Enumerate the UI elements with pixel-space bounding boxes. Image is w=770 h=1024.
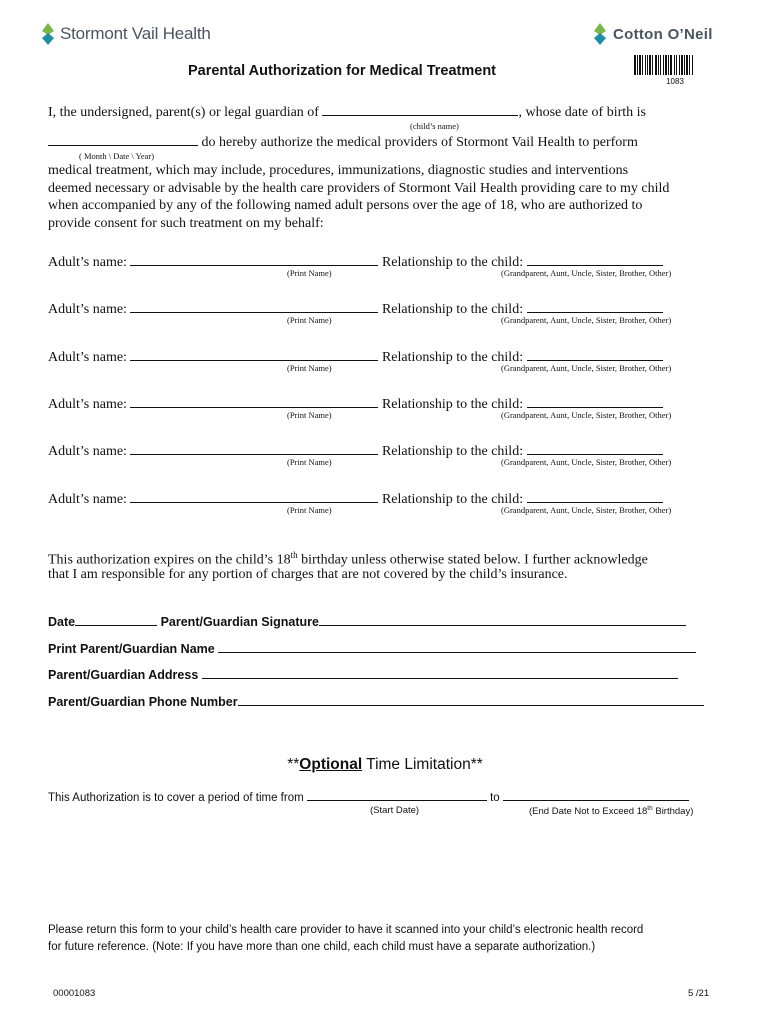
print-name-caption: (Print Name) xyxy=(287,268,332,278)
barcode-bar xyxy=(634,55,636,75)
barcode-bar xyxy=(652,55,653,75)
stormont-vail-logo-text: Stormont Vail Health xyxy=(60,24,211,43)
to-text: to xyxy=(486,792,503,804)
end-date-field[interactable] xyxy=(503,789,689,801)
end-caption-start: (End Date Not to Exceed 18 xyxy=(529,806,648,818)
intro-line-4: deemed necessary or advisable by the health care providers of Stormont Vail Health providing care to my child xyxy=(48,181,670,196)
stormont-vail-logo xyxy=(40,22,211,46)
stormont-vail-mark-icon xyxy=(40,22,56,46)
barcode-bar xyxy=(668,55,669,75)
barcode-graphic xyxy=(632,55,718,77)
intro-line-3: medical treatment, which may include, procedures, immunizations, diagnostic studies and interventions xyxy=(48,163,629,178)
print-name-caption: (Print Name) xyxy=(287,363,332,373)
child-name-caption: (child’s name) xyxy=(410,121,459,131)
cotton-oneil-logo-text: Cotton O’Neil xyxy=(613,25,713,43)
relationship-label: Relationship to the child: xyxy=(381,302,524,317)
print-name-caption: (Print Name) xyxy=(287,315,332,325)
end-caption-sup: th xyxy=(647,805,653,812)
date-label: Date xyxy=(48,615,76,629)
intro-line-2-end: do hereby authorize the medical providers of Stormont Vail Health to perform xyxy=(198,135,638,150)
relationship-label: Relationship to the child: xyxy=(381,397,524,412)
expiration-line-1-end: birthday unless otherwise stated below. I further acknowledge xyxy=(297,552,648,568)
relationship-field[interactable] xyxy=(527,441,663,455)
footer-line-1: Please return this form to your child’s health care provider to have it scanned into your child’s electronic health record xyxy=(48,924,644,936)
relationship-label: Relationship to the child: xyxy=(381,444,524,459)
relationship-caption: (Grandparent, Aunt, Uncle, Sister, Brother, Other) xyxy=(501,268,672,278)
adult-name-label: Adult’s name: xyxy=(48,350,127,365)
adult-name-label: Adult’s name: xyxy=(48,397,127,412)
address-row xyxy=(48,666,678,682)
barcode-bar xyxy=(639,55,641,75)
end-caption-end: Birthday) xyxy=(652,806,694,818)
barcode-bar xyxy=(674,55,675,75)
barcode-bar xyxy=(686,55,688,75)
phone-label: Parent/Guardian Phone Number xyxy=(48,695,238,709)
relationship-label: Relationship to the child: xyxy=(381,350,524,365)
optional-rest: Time Limitation** xyxy=(362,756,483,773)
start-date-field[interactable] xyxy=(307,789,487,801)
adult-name-field[interactable] xyxy=(130,441,378,455)
barcode-bar xyxy=(642,55,643,75)
print-name-label: Print Parent/Guardian Name xyxy=(48,642,215,656)
adult-name-label: Adult’s name: xyxy=(48,255,127,270)
adult-name-field[interactable] xyxy=(130,252,378,266)
relationship-caption: (Grandparent, Aunt, Uncle, Sister, Brother, Other) xyxy=(501,457,672,467)
barcode-number: 1083 xyxy=(666,77,684,86)
relationship-caption: (Grandparent, Aunt, Uncle, Sister, Brother, Other) xyxy=(501,363,672,373)
print-name-field[interactable] xyxy=(218,640,696,653)
relationship-label: Relationship to the child: xyxy=(381,492,524,507)
expiration-line-2: that I am responsible for any portion of charges that are not covered by the child’s insurance. xyxy=(48,567,568,582)
adult-name-label: Adult’s name: xyxy=(48,492,127,507)
barcode-bar xyxy=(681,55,683,75)
form-title: Parental Authorization for Medical Treatment xyxy=(187,63,497,79)
barcode-bar xyxy=(660,55,661,75)
relationship-field[interactable] xyxy=(527,489,663,503)
print-name-caption: (Print Name) xyxy=(287,457,332,467)
relationship-caption: (Grandparent, Aunt, Uncle, Sister, Brother, Other) xyxy=(501,410,672,420)
barcode-bar xyxy=(637,55,638,75)
revision: 5 /21 xyxy=(688,988,710,999)
relationship-caption: (Grandparent, Aunt, Uncle, Sister, Brother, Other) xyxy=(501,315,672,325)
period-row xyxy=(48,789,689,804)
address-label: Parent/Guardian Address xyxy=(48,668,199,682)
footer-line-2: for future reference. (Note: If you have more than one child, each child must have a separate authorization.) xyxy=(48,941,596,953)
period-text: This Authorization is to cover a period of time from xyxy=(48,792,307,804)
barcode-bar xyxy=(679,55,680,75)
adult-name-field[interactable] xyxy=(130,299,378,313)
barcode-bar xyxy=(692,55,693,75)
adult-name-field[interactable] xyxy=(130,489,378,503)
cotton-oneil-logo xyxy=(592,22,713,46)
end-date-caption xyxy=(529,805,693,817)
intro-line-6: provide consent for such treatment on my behalf: xyxy=(48,216,324,231)
expiration-sup: th xyxy=(290,550,298,560)
adult-name-label: Adult’s name: xyxy=(48,444,127,459)
adult-name-field[interactable] xyxy=(130,347,378,361)
phone-field[interactable] xyxy=(238,693,704,706)
adult-name-field[interactable] xyxy=(130,394,378,408)
relationship-field[interactable] xyxy=(527,347,663,361)
barcode-bar xyxy=(684,55,685,75)
relationship-field[interactable] xyxy=(527,252,663,266)
relationship-field[interactable] xyxy=(527,394,663,408)
dob-caption: ( Month \ Date \ Year) xyxy=(79,151,155,161)
barcode-bar xyxy=(689,55,690,75)
barcode-bar xyxy=(658,55,659,75)
intro-line-1-start: I, the undersigned, parent(s) or legal guardian of xyxy=(48,105,323,120)
date-field[interactable] xyxy=(75,613,157,626)
barcode-bar xyxy=(665,55,667,75)
barcode-bar xyxy=(676,55,677,75)
barcode-bar xyxy=(645,55,646,75)
date-signature-row xyxy=(48,613,686,629)
intro-line-1-end: , whose date of birth is xyxy=(518,105,646,120)
print-name-caption: (Print Name) xyxy=(287,505,332,515)
barcode-bar xyxy=(655,55,657,75)
relationship-caption: (Grandparent, Aunt, Uncle, Sister, Brother, Other) xyxy=(501,505,672,515)
phone-row xyxy=(48,693,704,709)
expiration-line-1-start: This authorization expires on the child’s 18 xyxy=(48,552,291,568)
print-name-caption: (Print Name) xyxy=(287,410,332,420)
barcode-bar xyxy=(647,55,648,75)
intro-line-5: when accompanied by any of the following named adult persons over the age of 18, who are authorized to xyxy=(48,198,643,213)
optional-emph: Optional xyxy=(299,756,363,773)
cotton-oneil-mark-icon xyxy=(592,22,608,46)
adult-name-label: Adult’s name: xyxy=(48,302,127,317)
barcode-bar xyxy=(649,55,651,75)
print-name-row xyxy=(48,640,696,656)
barcode-bar xyxy=(663,55,664,75)
form-number: 00001083 xyxy=(53,988,96,999)
barcode-bar xyxy=(670,55,672,75)
relationship-field[interactable] xyxy=(527,299,663,313)
child-dob-field[interactable] xyxy=(48,132,198,146)
optional-prefix: ** xyxy=(287,756,300,773)
child-name-field[interactable] xyxy=(322,102,518,116)
optional-title xyxy=(0,756,770,774)
intro-line-1 xyxy=(48,102,646,122)
start-date-caption: (Start Date) xyxy=(370,805,420,816)
signature-field[interactable] xyxy=(319,613,686,626)
address-field[interactable] xyxy=(202,666,678,679)
relationship-label: Relationship to the child: xyxy=(381,255,524,270)
intro-line-2 xyxy=(48,132,638,152)
signature-label: Parent/Guardian Signature xyxy=(160,615,319,629)
